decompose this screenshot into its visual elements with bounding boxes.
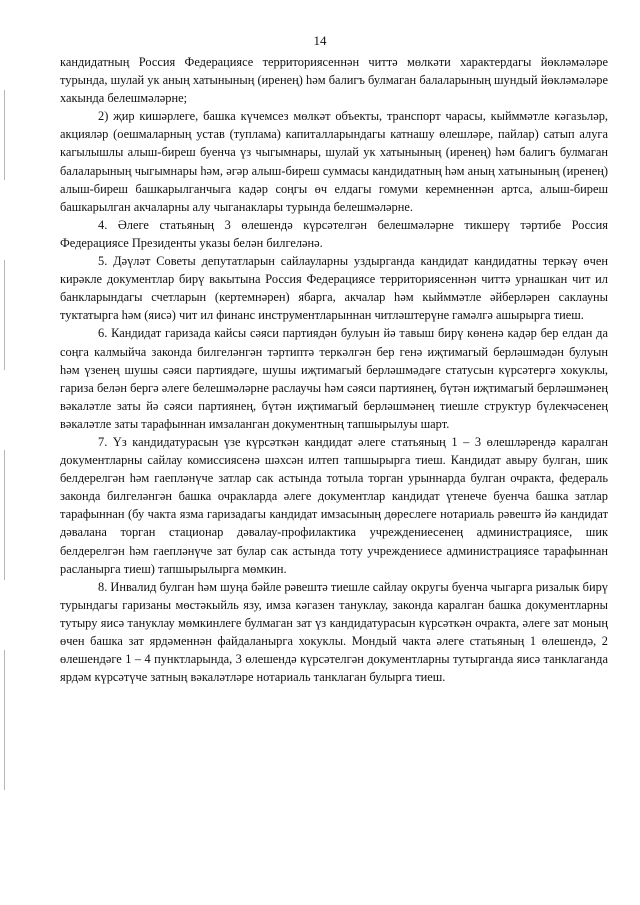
- scan-edge-marks: [4, 90, 6, 790]
- paragraph-clause-8: 8. Инвалид булган һәм шуңа бәйле рәвештә тиешле сайлау округы буенча чыгарга ризалык бирү турындагы гаризаны мөстәкыйль язу, имза кәгазен тануклау, законда каралган башка документларны тутыру яисә тануклау мөмкинлеге булмаган зат үз кандидатурасын күрсәткән очракта, әлеге зат моның өчен башка зат ярдәменнән файдаланырга хокуклы. Мондый чакта әлеге статьяның 1 өлешендә, 2 өлешендәге 1 – 4 пунктларында, 3 өлешендә күрсәтелгән документларны тутырганда яисә танклаганда ярдәм күрсәтүче затның вәкаләтләре нотариаль танклаган булырга тиеш.: [60, 579, 608, 685]
- paragraph-clause-7: 7. Үз кандидатурасын үзе күрсәткән кандидат әлеге статьяның 1 – 3 өлешләрендә каралган документларны сайлау комиссиясенә шәхсән илтеп тапшырырга тиеш. Кандидат авыру булган, шик белдерелгән һәм гаепләнүче затлар сак астында тотыла торган урыннарда булган очракта, федераль законда билгеләнгән башка очракларда әлеге документлар кандидат үтенече буенча башка затлар тарафыннан (бу чакта язма гаризадагы кандидат имзасының дөреслеге нотариаль рәвештә йә кандидат дәвалана торган стационар дәвалау-профилактика учреждениесенең администрациясе, шик белдерелгән һәм гаепләнүче зат булар сак астында тоту учреждениесе администрациясе тарафыннан расланырга тиеш) тапшырылырга мөмкин.: [60, 434, 608, 576]
- paragraph-clause-5: 5. Дәүләт Советы депутатларын сайлауларны уздырганда кандидат кандидатны теркәү өчен кирәкле документлар бирү вакытына Россия Федерациясе территориясеннән читтә урнашкан чит ил банкларындагы счетларын (кертемнәрен) ябарга, акчалар һәм кыйммәтле әйберләрен саклауны туктатырга һәм (яисә) чит ил финанс инструментларыннан читләштерүне гамәлгә ашырырга тиеш.: [60, 254, 608, 323]
- paragraph-clause-4: 4. Әлеге статьяның 3 өлешендә күрсәтелгән белешмәләрне тикшерү тәртибе Россия Федерациясе Президенты указы белән билгеләнә.: [60, 217, 608, 250]
- paragraph-continuation: кандидатның Россия Федерациясе территориясеннән читтә мөлкәти характердагы йөкләмәләре турында, шулай ук аның хатынының (иренең) һәм балигъ булмаган балаларының шундый йөкләмәләре хакында белешмәләрне;: [60, 55, 608, 106]
- paragraph-clause-6: 6. Кандидат гаризада кайсы сәяси партиядән булуын йә тавыш бирү көненә кадәр бер елдан да соңга калмыйча законда билгеләнгән тәртиптә теркәлгән бер генә иҗтимагый берләшмәдән булуын һәм үзенең шушы сәяси партиядәге, шушы иҗтимагый берләшмәдәге статусын күрсәтергә хокуклы, гариза белән бергә әлеге белешмәләрне раслаучы һәм сәяси партиянең, бүтән иҗтимагый берләшмәнең вәкаләтле заты йә сәяси партиянең, бүтән иҗтимагый берләшмәнең тиешле структур бүлекчәсенең вәкаләтле заты тарафыннан имзаланган документның тапшырылуы шарт.: [60, 326, 608, 431]
- page-number: 14: [313, 33, 327, 48]
- paragraph-item-2: 2) җир кишәрлеге, башка күчемсез мөлкәт объекты, транспорт чарасы, кыйммәтле кәгазьләр, акцияләр (оешмаларның устав (туплама) капиталларындагы катнашу өлешләре, пайлар) сатып алуга кагылышлы алыш-биреш буенча үз чыгымнары, шулай ук хатынының (иренең) һәм балигъ булмаган балаларының чыгымнары һәм, әгәр алыш-биреш суммасы кандидатның һәм аның хатынының (иренең) алыш-биреш башкарылганчыга кадәр соңгы өч елдагы гомуми керемненнән артса, алыш-биреш башкарылган акчаларны алу чыганаклары турында белешмәләрне.: [60, 109, 608, 214]
- document-body: [60, 53, 608, 686]
